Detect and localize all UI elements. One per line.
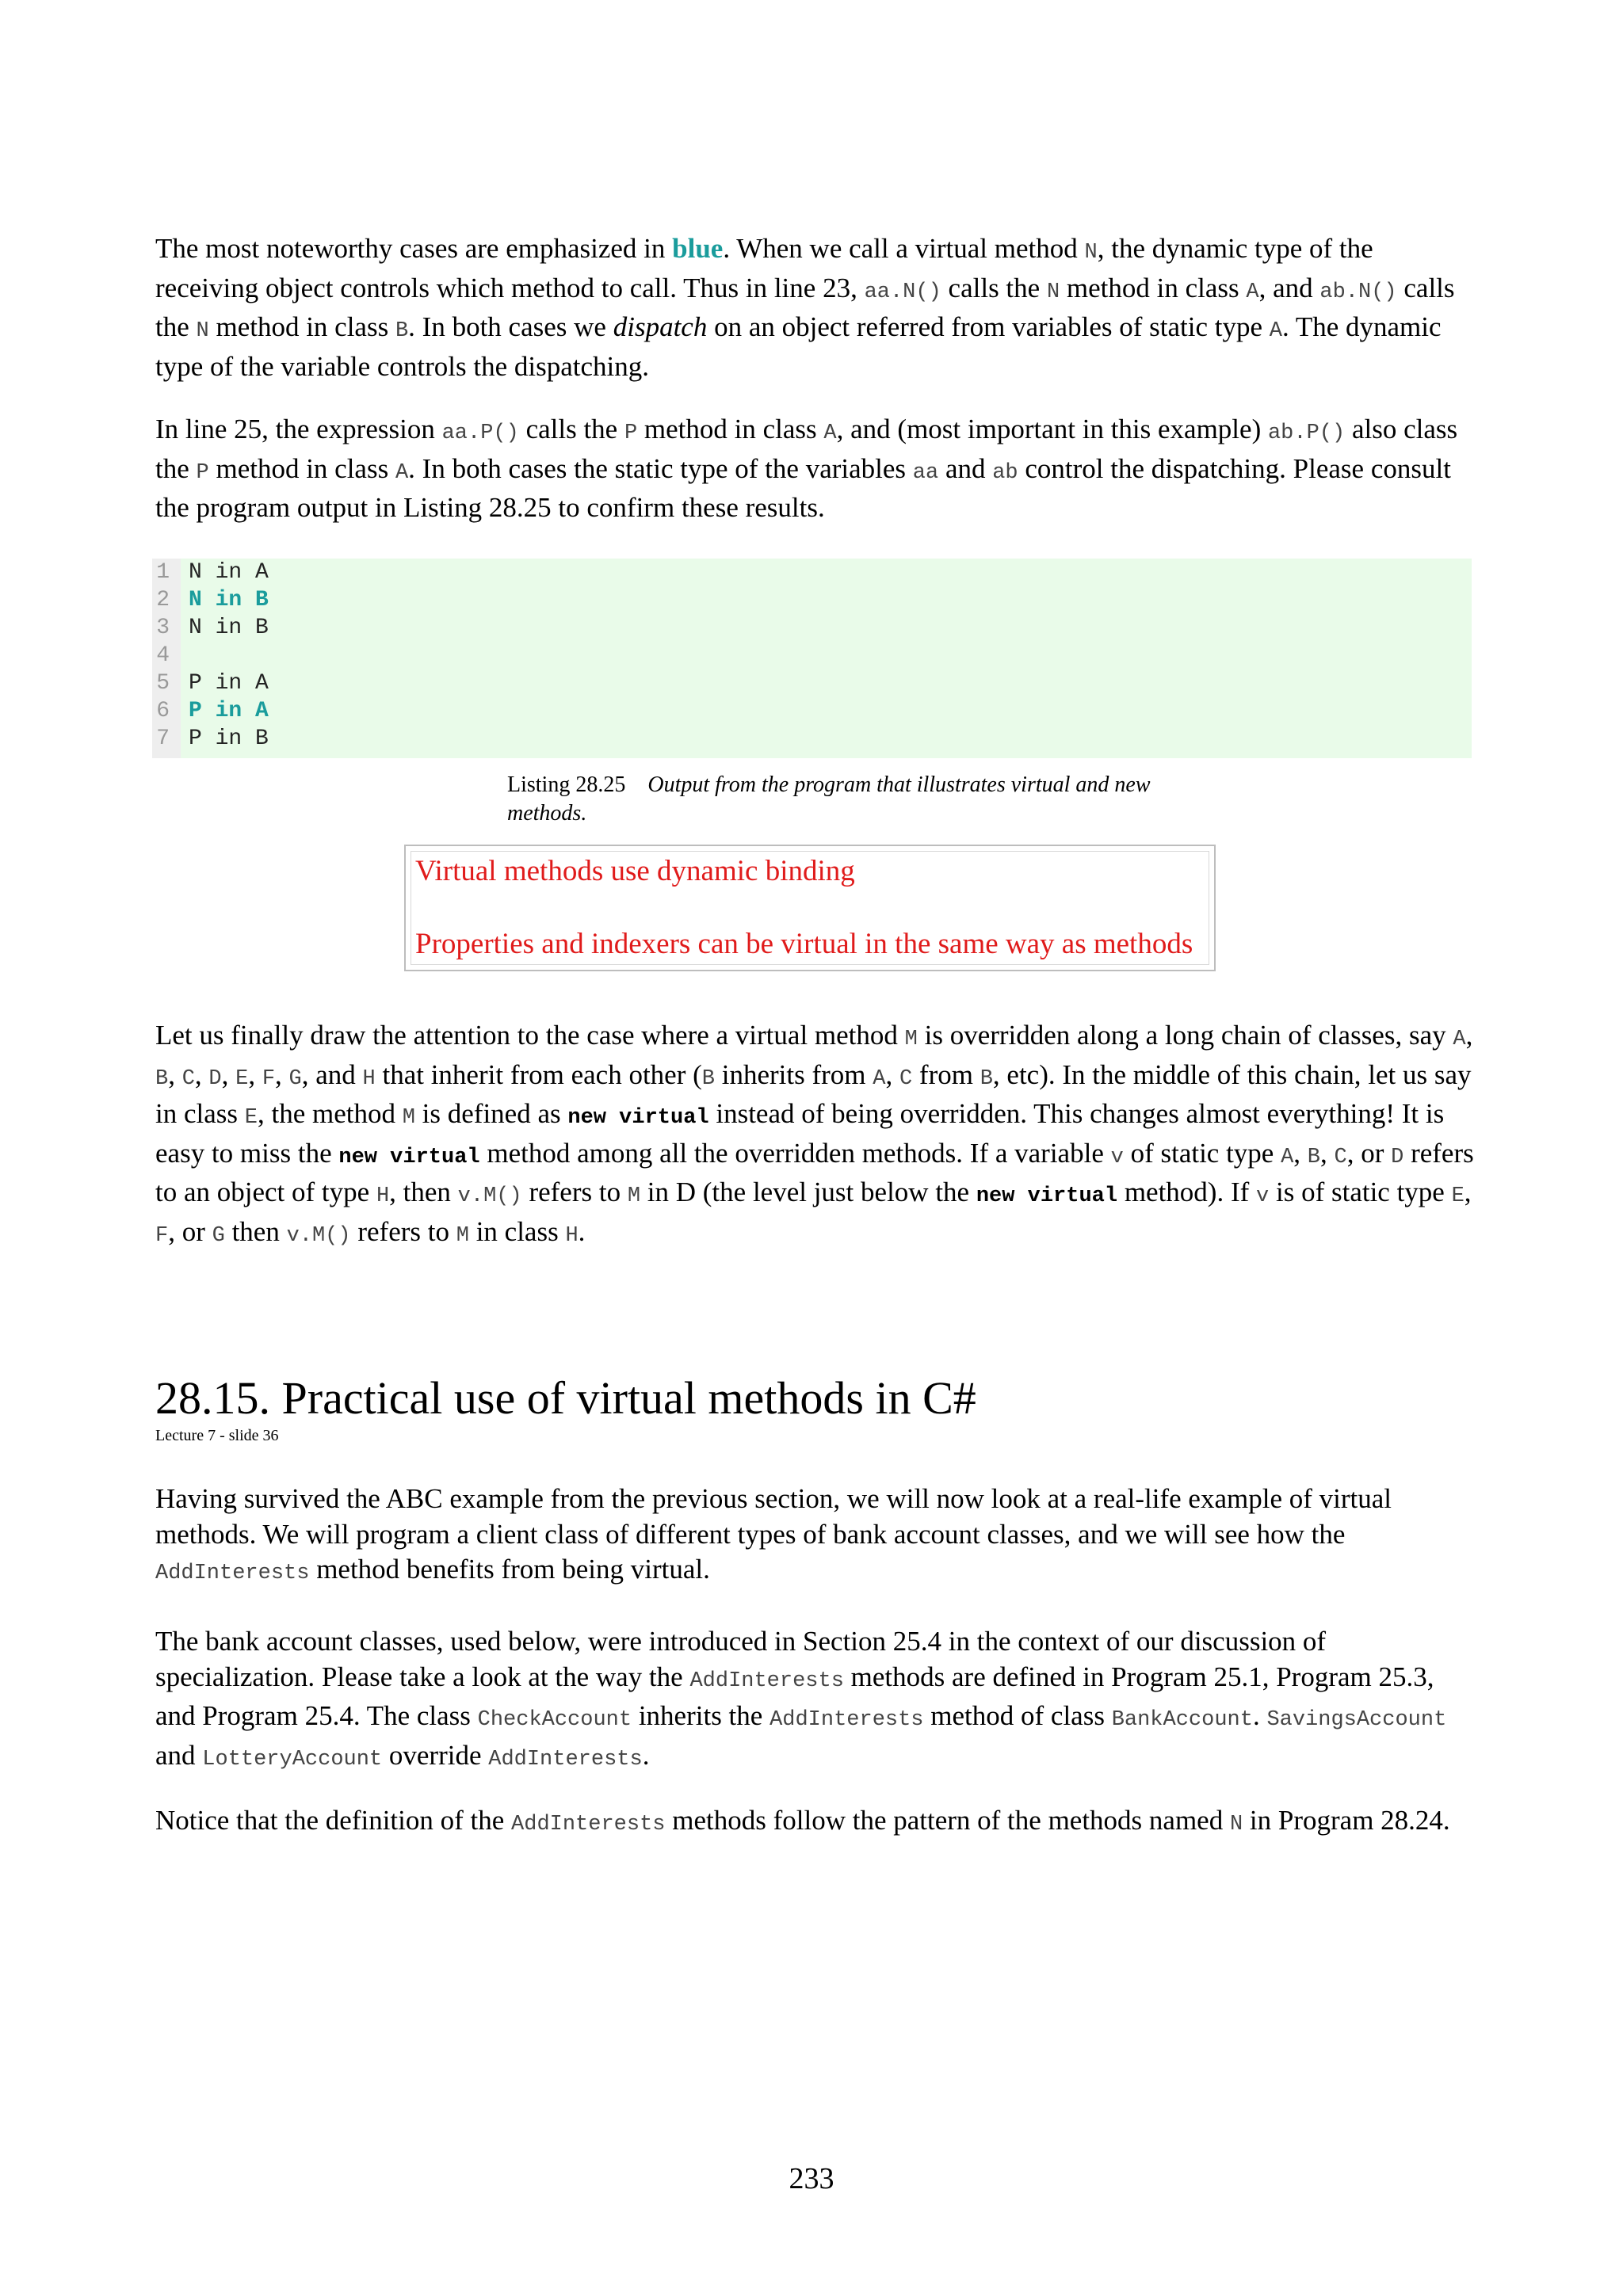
listing-caption (507, 771, 1189, 828)
section-slide-reference: Lecture 7 - slide 36 (155, 1427, 279, 1444)
section-heading: 28.15. Practical use of virtual methods in C# (155, 1372, 976, 1424)
paragraph-pattern-note: Notice that the definition of the AddInterests methods follow the pattern of the methods named N in Program 28.24. (155, 1805, 1450, 1836)
page-number: 233 (789, 2162, 834, 2195)
paragraph-real-life-example: Having survived the ABC example from the previous section, we will now look at a real-life example of virtual methods. We will program a client class of different types of bank account classes, and we will see how the AddInterests method benefits from being virtual. (155, 1483, 1392, 1585)
listing-line: 1 N in A (156, 560, 269, 585)
key-point-line: Virtual methods use dynamic binding (415, 855, 855, 887)
paragraph-new-virtual-chain: Let us finally draw the attention to the case where a virtual method M is overridden along a long chain of classes, say A, B, C, D, E, F, G, and H that inherit from each other (B inherits from A, C from B, etc). In the middle of this chain, let us say in class E, the method M is defined as new virtual instead of being overridden. This changes almost everything! It is easy to miss the new virtual method among all the overridden methods. If a variable v of static type A, B, C, or D refers to an object of type H, then v.M() refers to M in D (the level just below the new virtual method). If v is of static type E, F, or G then v.M() refers to M in class H. (155, 1020, 1474, 1248)
blue-emphasis: blue (672, 233, 724, 264)
paragraph-bank-accounts: The bank account classes, used below, were introduced in Section 25.4 in the context of our discussion of specialization. Please take a look at the way the AddInterests methods are defined in Program 25.1, Program 25.3, and Program 25.4. The class CheckAccount inherits the AddInterests method of class BankAccount. SavingsAccount and LotteryAccount override AddInterests. (155, 1626, 1447, 1772)
listing-line: 4 (156, 643, 170, 668)
paragraph-dynamic-dispatch: The most noteworthy cases are emphasized in blue. When we call a virtual method N, the dynamic type of the receiving object controls which method to call. Thus in line 23, aa.N() calls the N method in class A, and ab.N() calls the N method in class B. In both cases we dispatch on an object referred from variables of static type A. The dynamic type of the variable controls the dispatching. (155, 233, 1455, 382)
listing-caption-label: Listing 28.25 (507, 772, 626, 797)
listing-line: 3 N in B (156, 616, 269, 640)
listing-line: 7 P in B (156, 727, 269, 751)
key-points-box (404, 845, 1216, 971)
listing-line: 5 P in A (156, 671, 269, 696)
key-point-line: Properties and indexers can be virtual in the same way as methods (415, 928, 1193, 960)
listing-line: 2 N in B (156, 588, 269, 612)
listing-caption-text: Output from the program that illustrates virtual and new methods. (507, 772, 1151, 826)
program-output-listing (152, 559, 1472, 758)
listing-line: 6 P in A (156, 699, 269, 723)
paragraph-static-dispatch: In line 25, the expression aa.P() calls the P method in class A, and (most important in this example) ab.P() also class the P method in class A. In both cases the static type of the variables aa and ab control the dispatching. Please consult the program output in Listing 28.25 to confirm these results. (155, 414, 1458, 523)
